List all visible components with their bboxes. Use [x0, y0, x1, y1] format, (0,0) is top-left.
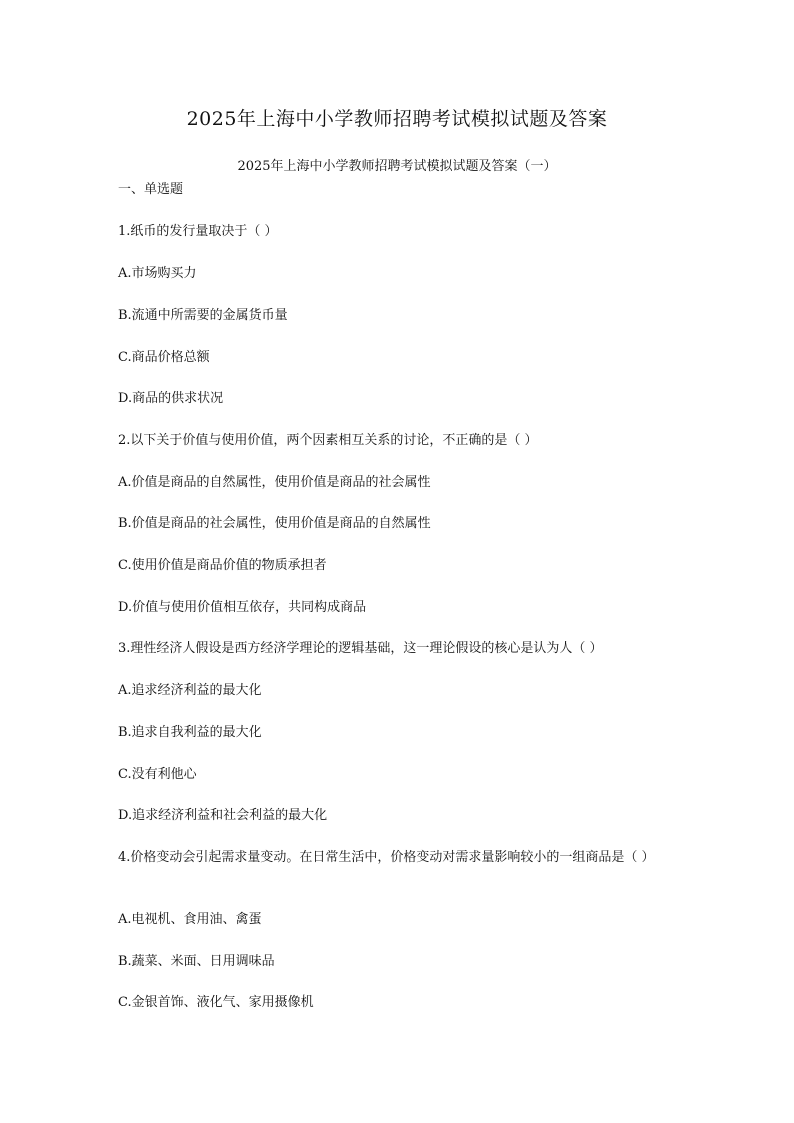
question-1-option-b: B.流通中所需要的金属货币量	[118, 308, 288, 323]
question-1-option-d: D.商品的供求状况	[118, 391, 224, 406]
question-1-option-c: C.商品价格总额	[118, 350, 210, 365]
question-3-stem: 3.理性经济人假设是西方经济学理论的逻辑基础，这一理论假设的核心是认为人（ ）	[118, 641, 603, 656]
question-3-option-a: A.追求经济利益的最大化	[118, 683, 262, 698]
question-4-option-c: C.金银首饰、液化气、家用摄像机	[118, 995, 314, 1010]
question-3-option-d: D.追求经济利益和社会利益的最大化	[118, 808, 328, 823]
page-title: 2025年上海中小学教师招聘考试模拟试题及答案	[186, 108, 608, 130]
section-heading: 一、单选题	[118, 182, 184, 197]
question-2-stem: 2.以下关于价值与使用价值，两个因素相互关系的讨论，不正确的是（ ）	[118, 433, 538, 448]
page-subtitle: 2025年上海中小学教师招聘考试模拟试题及答案（一）	[237, 159, 557, 174]
question-3-option-b: B.追求自我利益的最大化	[118, 725, 262, 740]
question-3-option-c: C.没有利他心	[118, 767, 197, 782]
question-2-option-c: C.使用价值是商品价值的物质承担者	[118, 558, 327, 573]
question-4-option-a: A.电视机、食用油、禽蛋	[118, 912, 262, 927]
question-1-stem: 1.纸币的发行量取决于（ ）	[118, 224, 278, 239]
question-1-option-a: A.市场购买力	[118, 266, 197, 281]
question-2-option-b: B.价值是商品的社会属性，使用价值是商品的自然属性	[118, 516, 431, 531]
question-4-option-b: B.蔬菜、米面、日用调味品	[118, 954, 275, 969]
question-4-stem: 4.价格变动会引起需求量变动。在日常生活中，价格变动对需求量影响较小的一组商品是（ ）	[118, 850, 655, 865]
question-2-option-a: A.价值是商品的自然属性，使用价值是商品的社会属性	[118, 475, 431, 490]
question-2-option-d: D.价值与使用价值相互依存，共同构成商品	[118, 600, 367, 615]
